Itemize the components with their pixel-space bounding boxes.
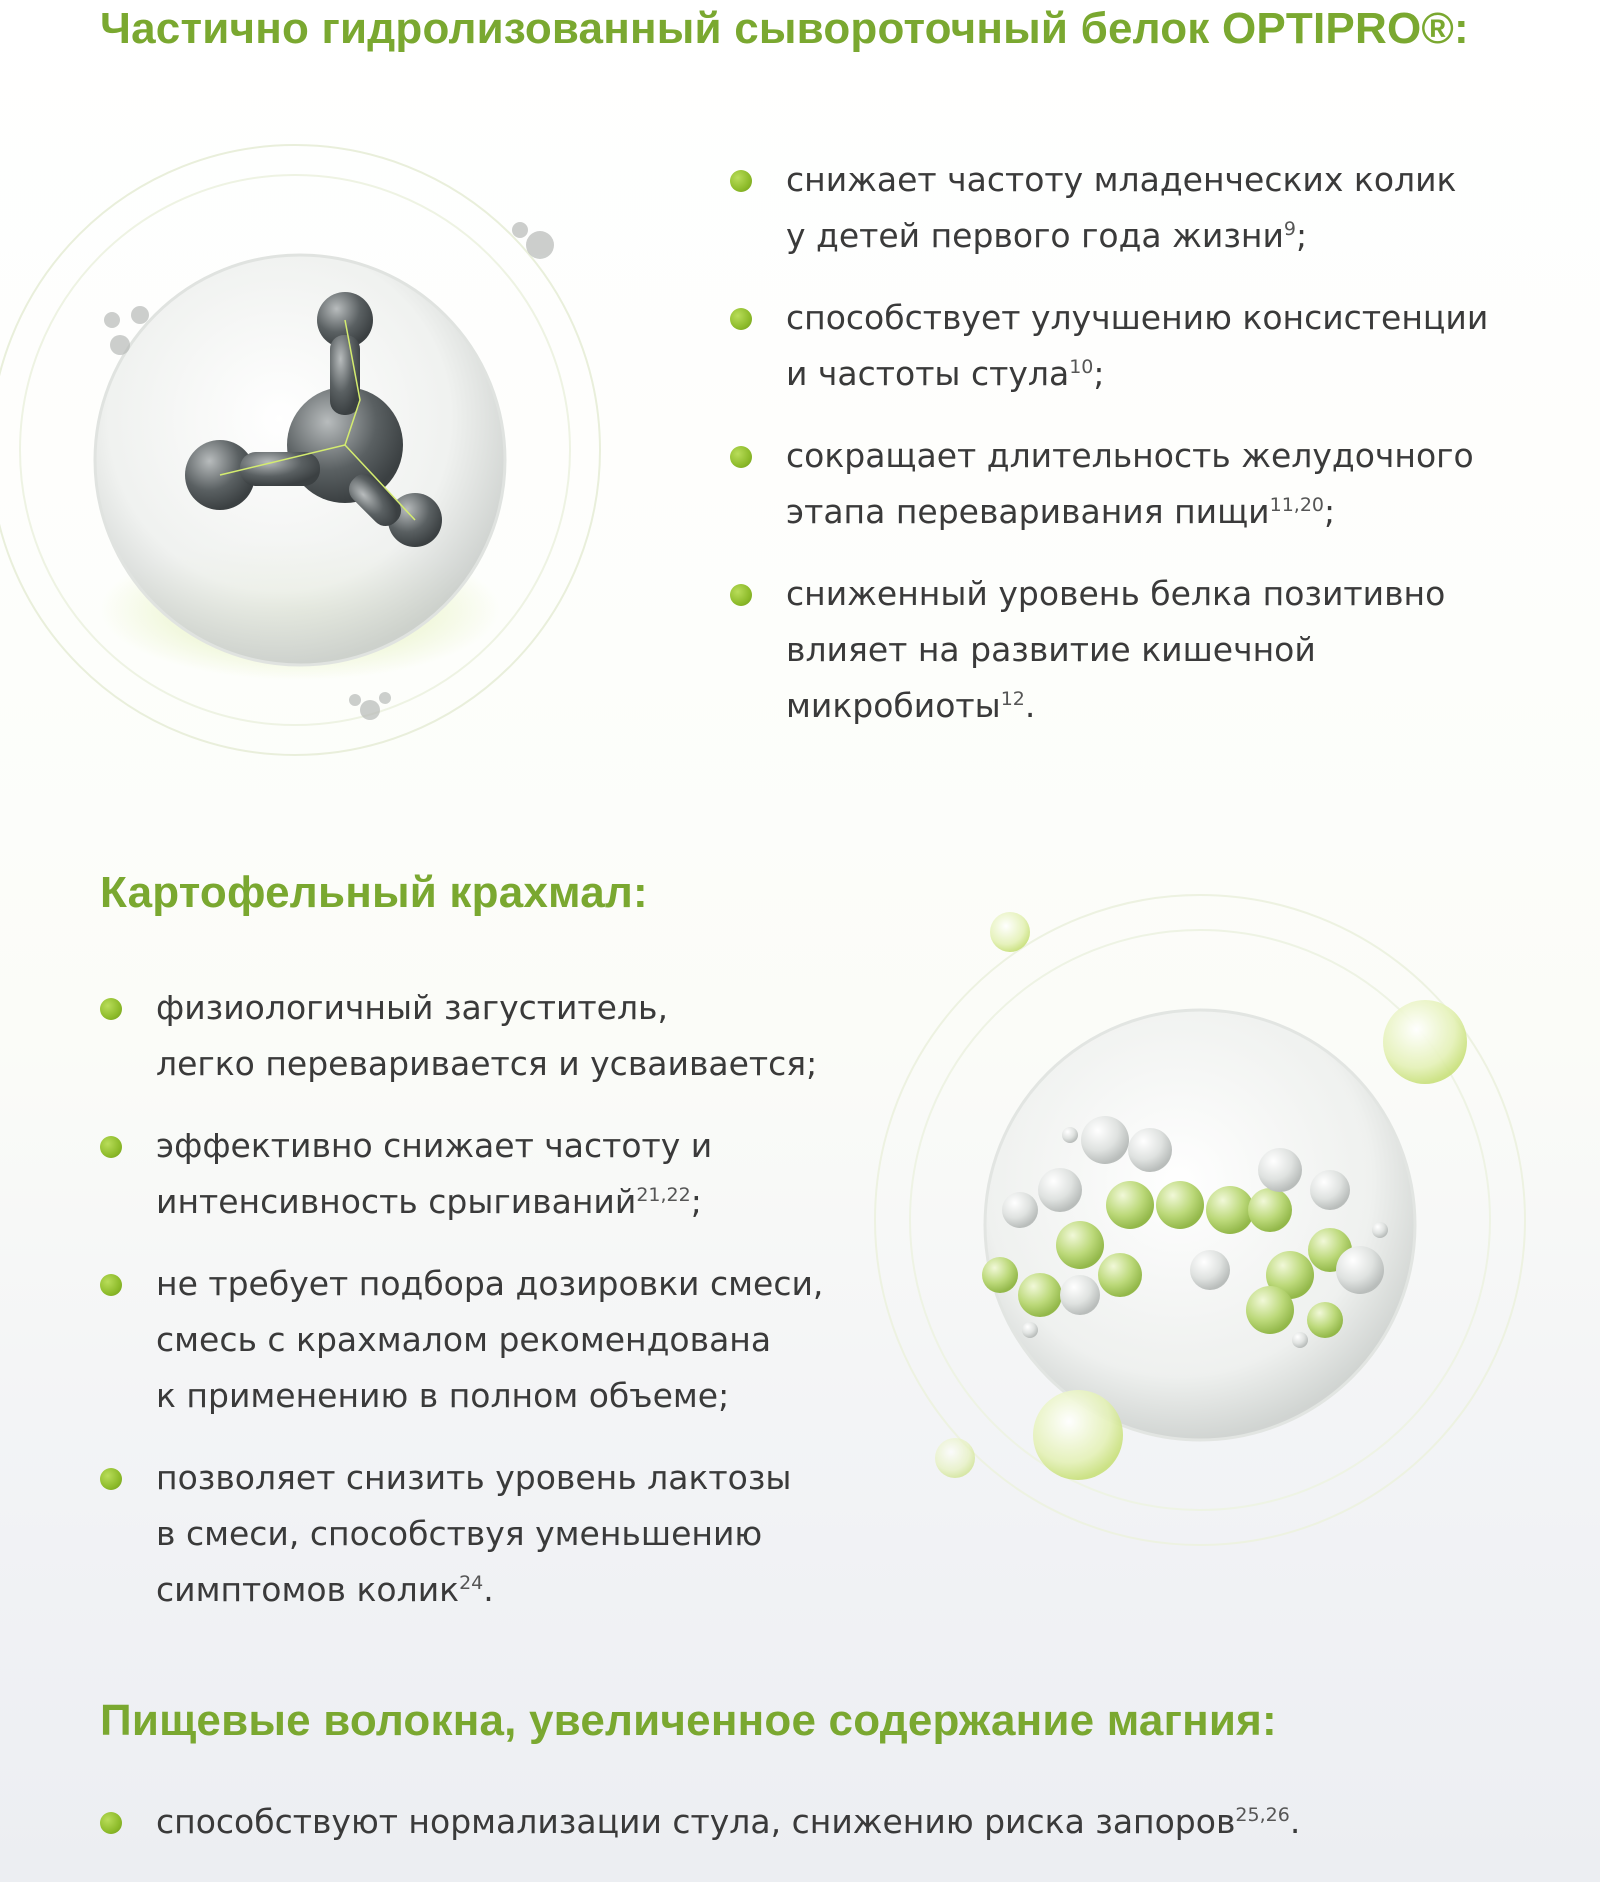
list-item: снижает частоту младенческих колик у детей первого года жизни$^9$; [730, 152, 1488, 264]
list-item: эффективно снижает частоту и интенсивность срыгиваний$^{21,22}$; [100, 1118, 823, 1230]
molecule-sphere-illustration [0, 120, 640, 780]
starch-list [100, 980, 823, 1644]
fiber-list [100, 1794, 1300, 1876]
list-item: физиологичный загуститель, легко переваривается и усваивается; [100, 980, 823, 1092]
list-item: способствуют нормализации стула, снижению риска запоров$^{25,26}$. [100, 1794, 1300, 1850]
heading-fiber: Пищевые волокна, увеличенное содержание магния: [100, 1696, 1277, 1745]
bullet-dot-icon [730, 446, 752, 468]
list-item: способствует улучшению консистенции и частоты стула$^{10}$; [730, 290, 1488, 402]
list-item: позволяет снизить уровень лактозы в смеси, способствуя уменьшению симптомов колик$^{24}$. [100, 1450, 823, 1618]
list-item: сниженный уровень белка позитивно влияет на развитие кишечной микробиоты$^{12}$. [730, 566, 1488, 734]
heading-starch: Картофельный крахмал: [100, 868, 648, 917]
list-item: сокращает длительность желудочного этапа переваривания пищи$^{11,20}$; [730, 428, 1488, 540]
bullet-dot-icon [100, 1812, 122, 1834]
bullet-dot-icon [100, 998, 122, 1020]
bullet-dot-icon [730, 584, 752, 606]
heading-optipro: Частично гидролизованный сывороточный белок OPTIPRO®: [100, 4, 1469, 53]
bullet-dot-icon [100, 1468, 122, 1490]
starch-molecule-illustration [860, 880, 1580, 1600]
bullet-dot-icon [730, 170, 752, 192]
bullet-dot-icon [100, 1136, 122, 1158]
bullet-dot-icon [730, 308, 752, 330]
optipro-list [730, 152, 1488, 760]
list-item: не требует подбора дозировки смеси, смесь с крахмалом рекомендована к применению в полном объеме; [100, 1256, 823, 1424]
bullet-dot-icon [100, 1274, 122, 1296]
